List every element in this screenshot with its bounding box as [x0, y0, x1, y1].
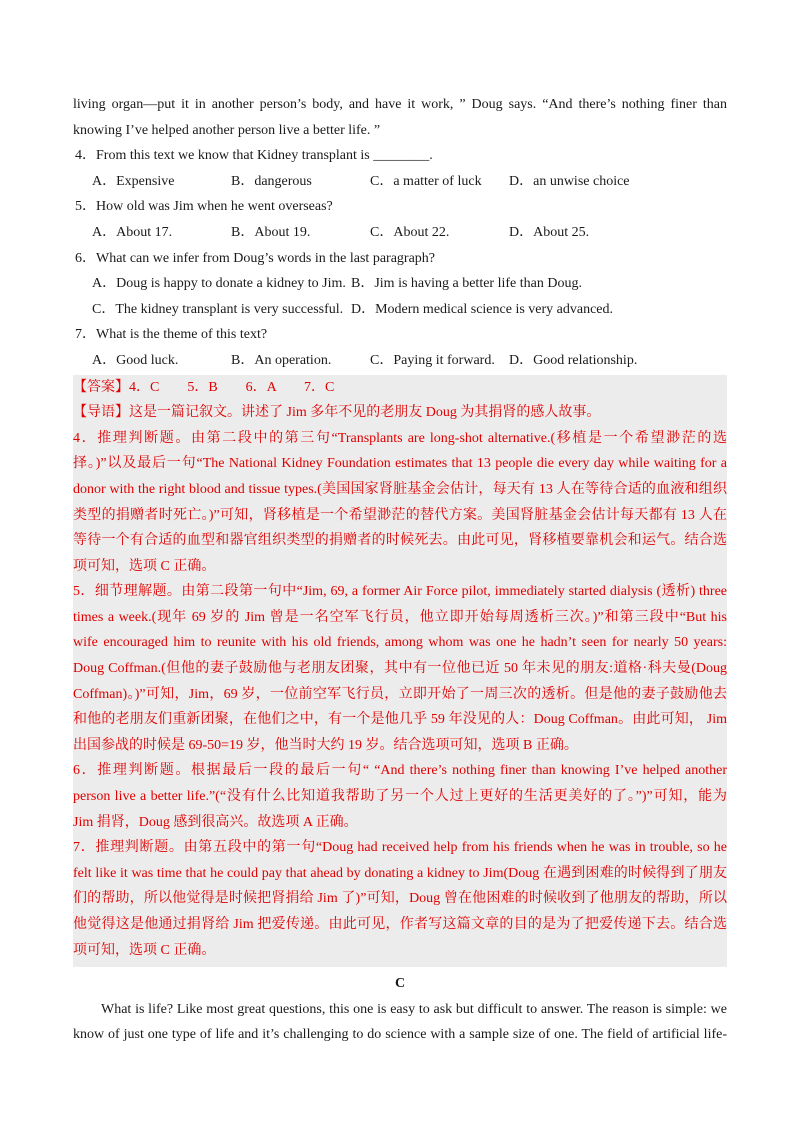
explanation-line: 们的帮助，所以他觉得是时候把肾捐给 Jim 了)”可知，Doug 曾在他困难的时候收到了他朋友的帮助，所以 [73, 891, 727, 907]
question-4 [73, 143, 727, 194]
passage-line: living organ—put it in another person’s body, and have it work, ” Doug says. “And there’s nothing finer than [73, 97, 727, 112]
option-a: A．Good luck. [92, 352, 179, 368]
question-6 [73, 246, 727, 323]
option-c: C．Paying it forward. [370, 352, 495, 368]
section-heading: C [394, 976, 406, 992]
option-c: C．a matter of luck [370, 173, 482, 189]
explanation-line: times a week.(现年 69 岁的 Jim 曾是一名空军飞行员，他立即开始每周透析三次。)”和第三段中“But his [73, 609, 727, 625]
question-stem: 6．What can we infer from Doug’s words in the last paragraph? [75, 250, 435, 266]
document-page [73, 92, 727, 1048]
option-d: D．an unwise choice [509, 173, 630, 189]
explanation-line: 等待一个有合适的血型和器官组织类型的捐赠者的时候死去。由此可见，肾移植要靠机会和运气。结合选 [73, 533, 727, 549]
passage-line: know of just one type of life and it’s challenging to do science with a sample size of one. The field of artificial life- [73, 1027, 727, 1043]
explanation-line: 7．推理判断题。由第五段中的第一句“Doug had received help from his friends when he was in trouble, so he [73, 840, 727, 856]
explanation-line: 他觉得这是他通过捐肾给 Jim 把爱传递。由此可见，作者写这篇文章的目的是为了把爱传递下去。结合选 [73, 917, 727, 932]
explanation-line: 6．推理判断题。根据最后一段的最后一句“ “And there’s nothing finer than knowing I’ve helped another [73, 763, 727, 779]
passage-line: knowing I’ve helped another person live a better life. ” [73, 122, 381, 138]
explanation-line: donor with the right blood and tissue types.(美国国家肾脏基金会估计，每天有 13 人在等待合适的血液和组织 [73, 481, 727, 497]
option-a: A．Doug is happy to donate a kidney to Jim. [92, 276, 346, 292]
option-d: D．Modern medical science is very advanced. [351, 301, 614, 317]
explanation-line: person live a better life.”(“没有什么比知道我帮助了另一个人过上更好的生活更美好的了。”)”可知，能为 [73, 789, 727, 805]
explanation-line: 和他的老朋友们重新团聚，在他们之中，有一个是他几乎 59 年没见的人：Doug Coffman。由此可知， Jim [73, 712, 727, 728]
option-a: A．Expensive [92, 173, 175, 189]
option-d: D．Good relationship. [509, 352, 638, 368]
explanation-line: Doug Coffman.(但他的妻子鼓励他与老朋友团聚，其中有一位他已近 50 年未见的朋友:道格·科夫曼(Doug [73, 661, 727, 677]
question-options [73, 297, 727, 323]
option-a: A．About 17. [92, 224, 173, 240]
explanation-line: Coffman)。)”可知，Jim，69 岁，一位前空军飞行员，立即开始了一周三次的透析。但是他的妻子鼓励他去 [73, 686, 727, 702]
explanation-line: 出国参战的时候是 69-50=19 岁，他当时大约 19 岁。结合选项可知，选项 B 正确。 [73, 737, 578, 753]
option-b: B．dangerous [231, 173, 312, 189]
question-stem: 4．From this text we know that Kidney transplant is ________. [75, 148, 433, 164]
explanation-line: Jim 捐肾，Doug 感到很高兴。故选项 A 正确。 [73, 814, 358, 830]
explanation-line: 4．推理判断题。由第二段中的第三句“Transplants are long-shot alternative.(移植是一个希望渺茫的选 [73, 430, 727, 446]
question-options [73, 271, 727, 297]
explanation-line: 择。)”以及最后一句“The National Kidney Foundation estimates that 13 people die every day while waiting for a [73, 456, 727, 472]
option-c: C．About 22. [370, 224, 450, 240]
explanation-line: 5．细节理解题。由第二段第一句中“Jim, 69, a former Air Force pilot, immediately started dialysis (透析) three [73, 584, 727, 600]
explanation-line: felt like it was time that he could pay that ahead by donating a kidney to Jim(Doug 在遇到困难的时候得到了朋友 [73, 865, 727, 881]
explanation-line: 类型的捐赠者时死亡。)”可知，肾移植是一个希望渺茫的替代方案。美国肾脏基金会估计每天都有 13 人在 [73, 507, 727, 523]
option-c: C．The kidney transplant is very successful. [92, 301, 344, 317]
question-options [73, 348, 727, 374]
question-5 [73, 194, 727, 245]
option-b: B．An operation. [231, 352, 332, 368]
question-options [73, 169, 727, 195]
question-7 [73, 322, 727, 373]
question-stem: 5．How old was Jim when he went overseas? [75, 199, 333, 215]
option-b: B．About 19. [231, 224, 311, 240]
guide-line: 【导语】这是一篇记叙文。讲述了 Jim 多年不见的老朋友 Doug 为其捐肾的感人故事。 [73, 405, 601, 421]
question-stem: 7．What is the theme of this text? [75, 327, 268, 343]
explanation-line: 项可知，选项 C 正确。 [73, 558, 216, 574]
passage-line: What is life? Like most great questions, this one is easy to ask but difficult to answer. The reason is simple: we [101, 1001, 727, 1017]
answer-explanation-block [73, 375, 727, 968]
option-d: D．About 25. [509, 224, 590, 240]
explanation-line: wife encouraged him to reunite with his old friends, among whom was one he hadn’t seen for nearly 50 years: [73, 635, 727, 651]
answer-key-line: 【答案】4．C 5．B 6．A 7．C [73, 379, 335, 395]
question-options [73, 220, 727, 246]
explanation-line: 项可知，选项 C 正确。 [73, 942, 216, 958]
option-b: B．Jim is having a better life than Doug. [351, 276, 582, 292]
